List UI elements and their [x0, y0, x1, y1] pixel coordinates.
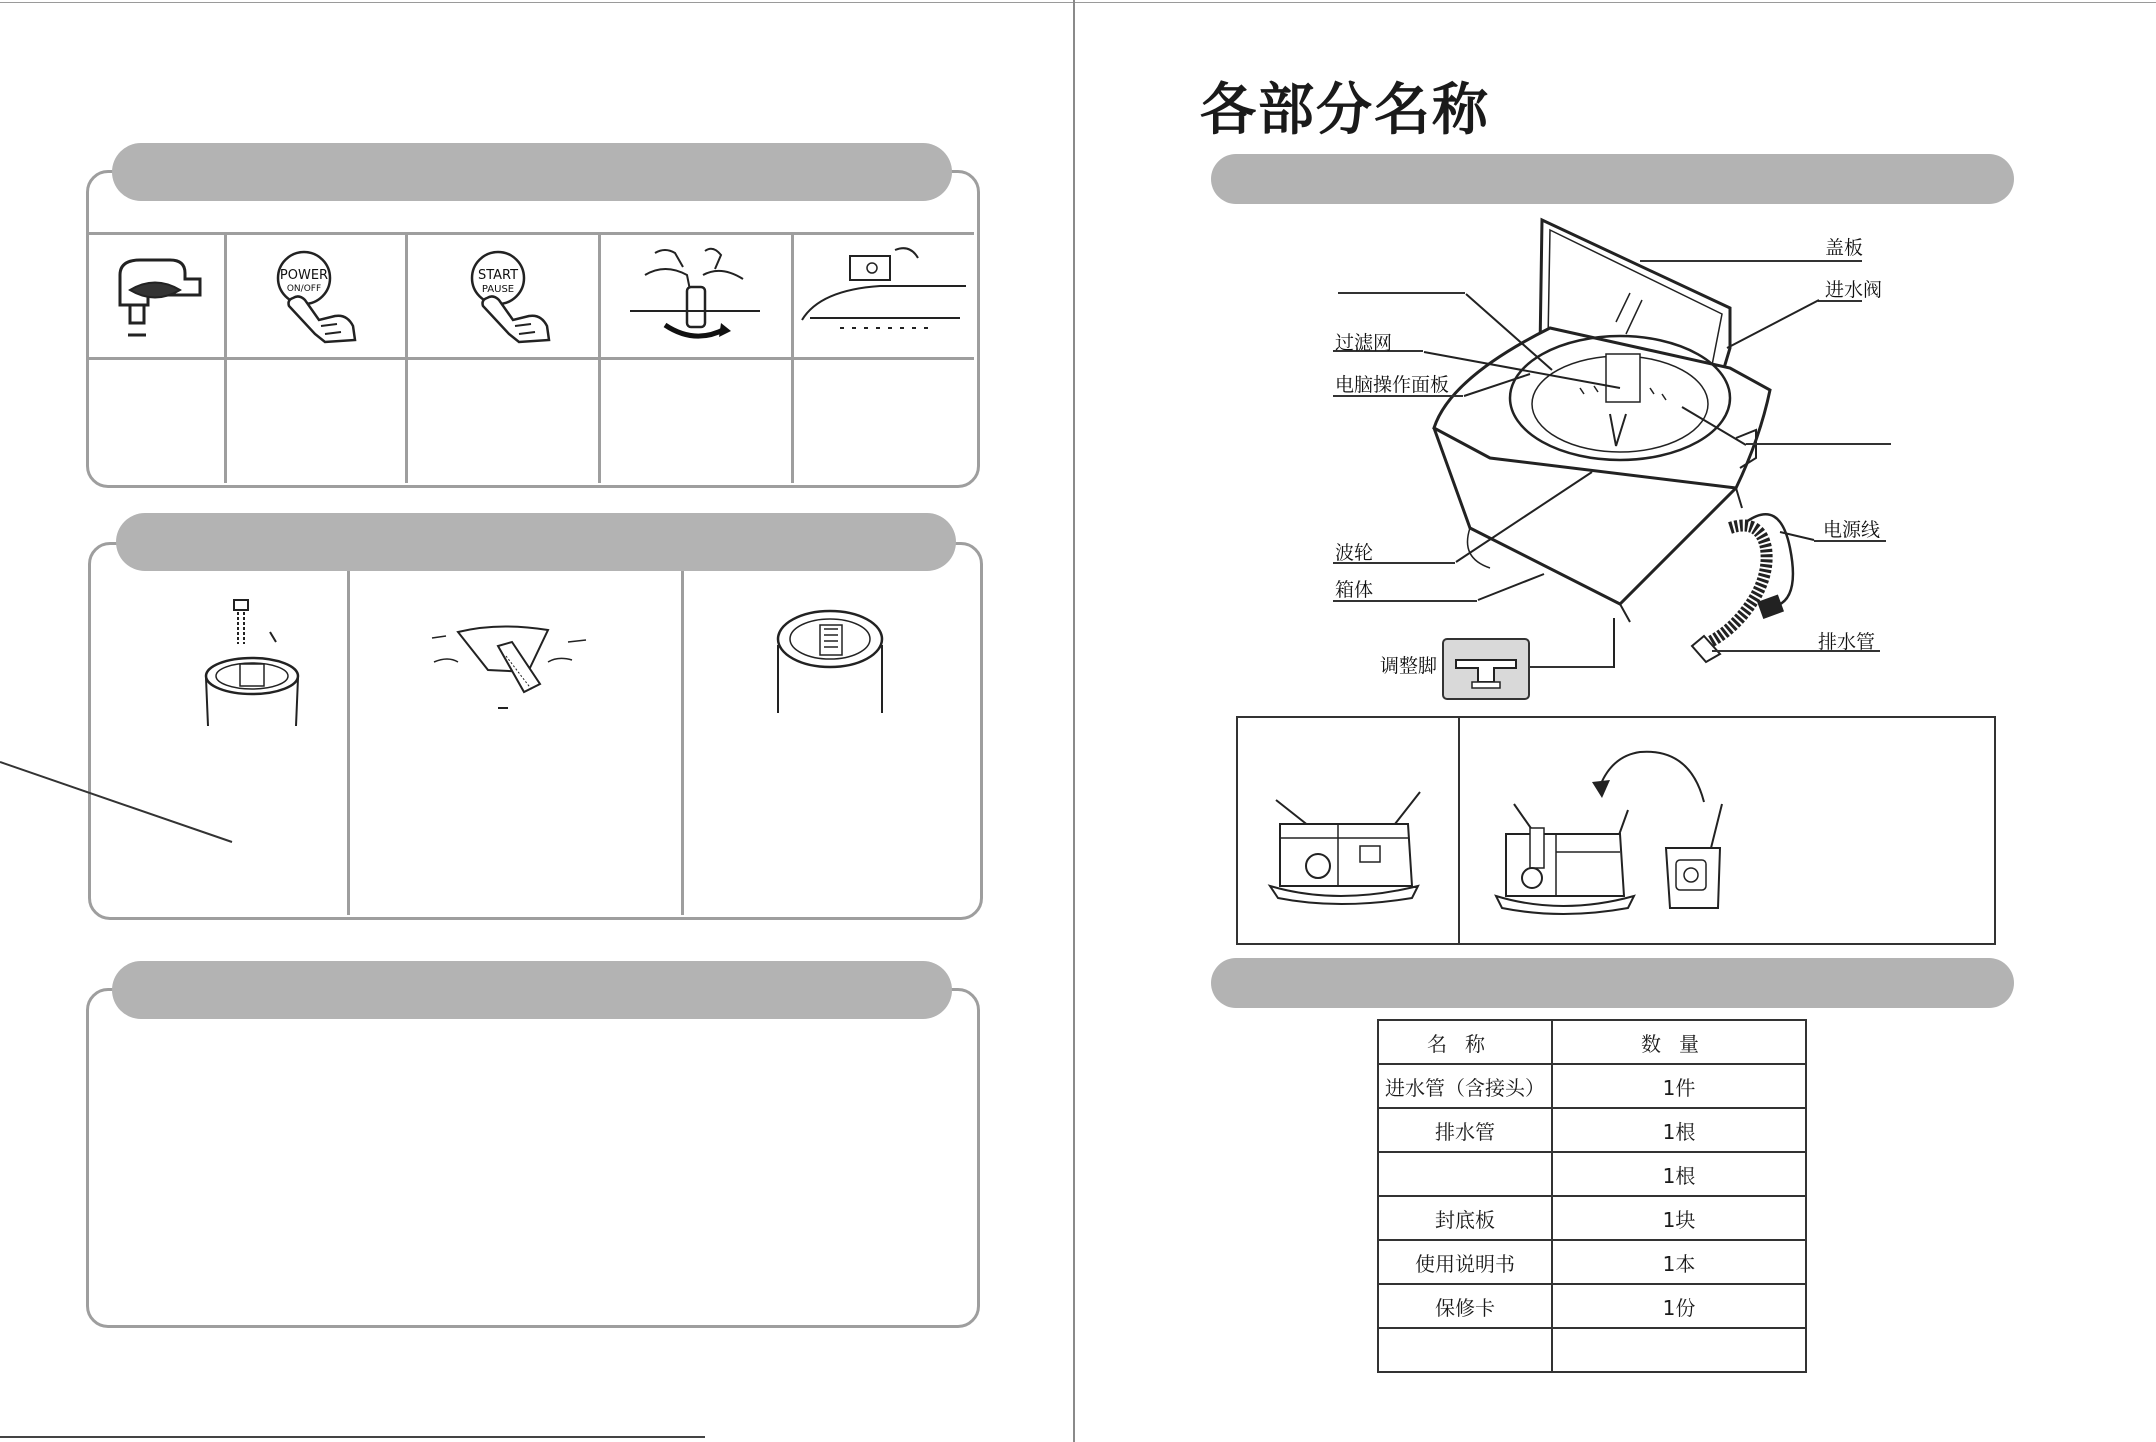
table-cell-name: [1378, 1328, 1552, 1372]
leader-pulsator-diag: [1454, 470, 1594, 564]
table-cell-quantity: 1件: [1552, 1064, 1806, 1108]
table-cell-name: 进水管（含接头）: [1378, 1064, 1552, 1108]
table-row: [1378, 1196, 1806, 1240]
adjusting-foot-icon: [1442, 638, 1530, 700]
table-cell-quantity: [1552, 1328, 1806, 1372]
table-header-row: [1378, 1020, 1806, 1064]
page-title: 各部分名称: [1200, 78, 1490, 143]
power-button-sublabel: ON/OFF: [286, 284, 322, 294]
steps-top-rule: [88, 232, 974, 235]
table-header-quantity: 数量: [1552, 1020, 1806, 1064]
table-row: [1378, 1108, 1806, 1152]
leader-inlet-valve-diag: [1725, 298, 1820, 350]
steps-col-4: [791, 233, 794, 483]
leader-control-panel-diag: [1462, 372, 1532, 398]
pointing-hand-icon: [479, 290, 559, 350]
start-button-sublabel: PAUSE: [481, 284, 515, 295]
label-pulsator: 波轮: [1335, 542, 1374, 564]
label-filter: 过滤网: [1335, 332, 1393, 354]
notes-section-bar: [112, 961, 952, 1019]
bottom-rule: [0, 1436, 705, 1438]
leader-adjusting-foot-vert: [1612, 618, 1616, 668]
table-cell-name: 保修卡: [1378, 1284, 1552, 1328]
steps-col-1: [224, 233, 227, 483]
label-cabinet: 箱体: [1335, 579, 1374, 601]
table-cell-quantity: 1根: [1552, 1152, 1806, 1196]
filter-removal-icon: [200, 598, 310, 728]
table-cell-quantity: 1本: [1552, 1240, 1806, 1284]
leader-top-left: [1338, 292, 1465, 294]
table-row: [1378, 1328, 1806, 1372]
label-inlet-valve: 进水阀: [1825, 279, 1883, 301]
table-cell-name: 使用说明书: [1378, 1240, 1552, 1284]
control-panel-lid-icon: [800, 240, 970, 340]
cleaning-col-2: [681, 571, 684, 915]
table-row: [1378, 1240, 1806, 1284]
page-divider: [1073, 0, 1075, 1442]
table-row: [1378, 1152, 1806, 1196]
pointing-hand-icon: [285, 290, 365, 350]
washing-machine-illustration: [1430, 218, 1790, 678]
table-header-name: 名称: [1378, 1020, 1552, 1064]
filter-installed-icon: [770, 605, 890, 715]
label-cover: 盖板: [1825, 237, 1864, 259]
drain-hose-hands-icon: [625, 245, 765, 350]
steps-col-2: [405, 233, 408, 483]
label-power-cord: 电源线: [1823, 519, 1881, 541]
dispenser-rotate-arrow: [1590, 746, 1710, 806]
label-control-panel: 电脑操作面板: [1335, 374, 1450, 396]
leader-right-middle-diag: [1680, 405, 1748, 447]
table-row: [1378, 1064, 1806, 1108]
cleaning-section-bar: [116, 513, 956, 571]
start-button-label: START: [477, 268, 519, 283]
dispenser-cup-icon: [1658, 800, 1738, 916]
accessories-section-bar: [1211, 958, 2014, 1008]
table-cell-name: 排水管: [1378, 1108, 1552, 1152]
steps-mid-rule: [88, 357, 974, 360]
power-button-label: POWER: [279, 268, 329, 283]
cleaning-col-1: [347, 571, 350, 915]
filter-cleaning-icon: [428, 612, 588, 712]
label-drain-hose: 排水管: [1818, 631, 1876, 653]
leader-cabinet-diag: [1476, 572, 1546, 602]
label-adjusting-foot: 调整脚: [1380, 655, 1438, 677]
notes-section-frame: [86, 988, 980, 1328]
table-row: [1378, 1284, 1806, 1328]
faucet-icon: [100, 245, 210, 350]
top-rule: [0, 2, 2156, 3]
parts-section-bar: [1211, 154, 2014, 204]
dispenser-open-icon: [1492, 800, 1642, 920]
table-cell-quantity: 1根: [1552, 1108, 1806, 1152]
steps-section-bar: [112, 143, 952, 201]
dispenser-separator: [1458, 716, 1460, 943]
leader-power-cord-diag: [1778, 530, 1816, 542]
table-cell-quantity: 1块: [1552, 1196, 1806, 1240]
leader-cover: [1640, 260, 1862, 262]
dispenser-drawer-icon: [1268, 790, 1428, 910]
leader-line: [0, 760, 240, 850]
accessories-table: [1377, 1019, 1807, 1373]
leader-adjusting-foot: [1528, 666, 1614, 668]
table-cell-name: 封底板: [1378, 1196, 1552, 1240]
table-cell-quantity: 1份: [1552, 1284, 1806, 1328]
leader-right-middle: [1746, 443, 1891, 445]
table-cell-name: [1378, 1152, 1552, 1196]
steps-col-3: [598, 233, 601, 483]
